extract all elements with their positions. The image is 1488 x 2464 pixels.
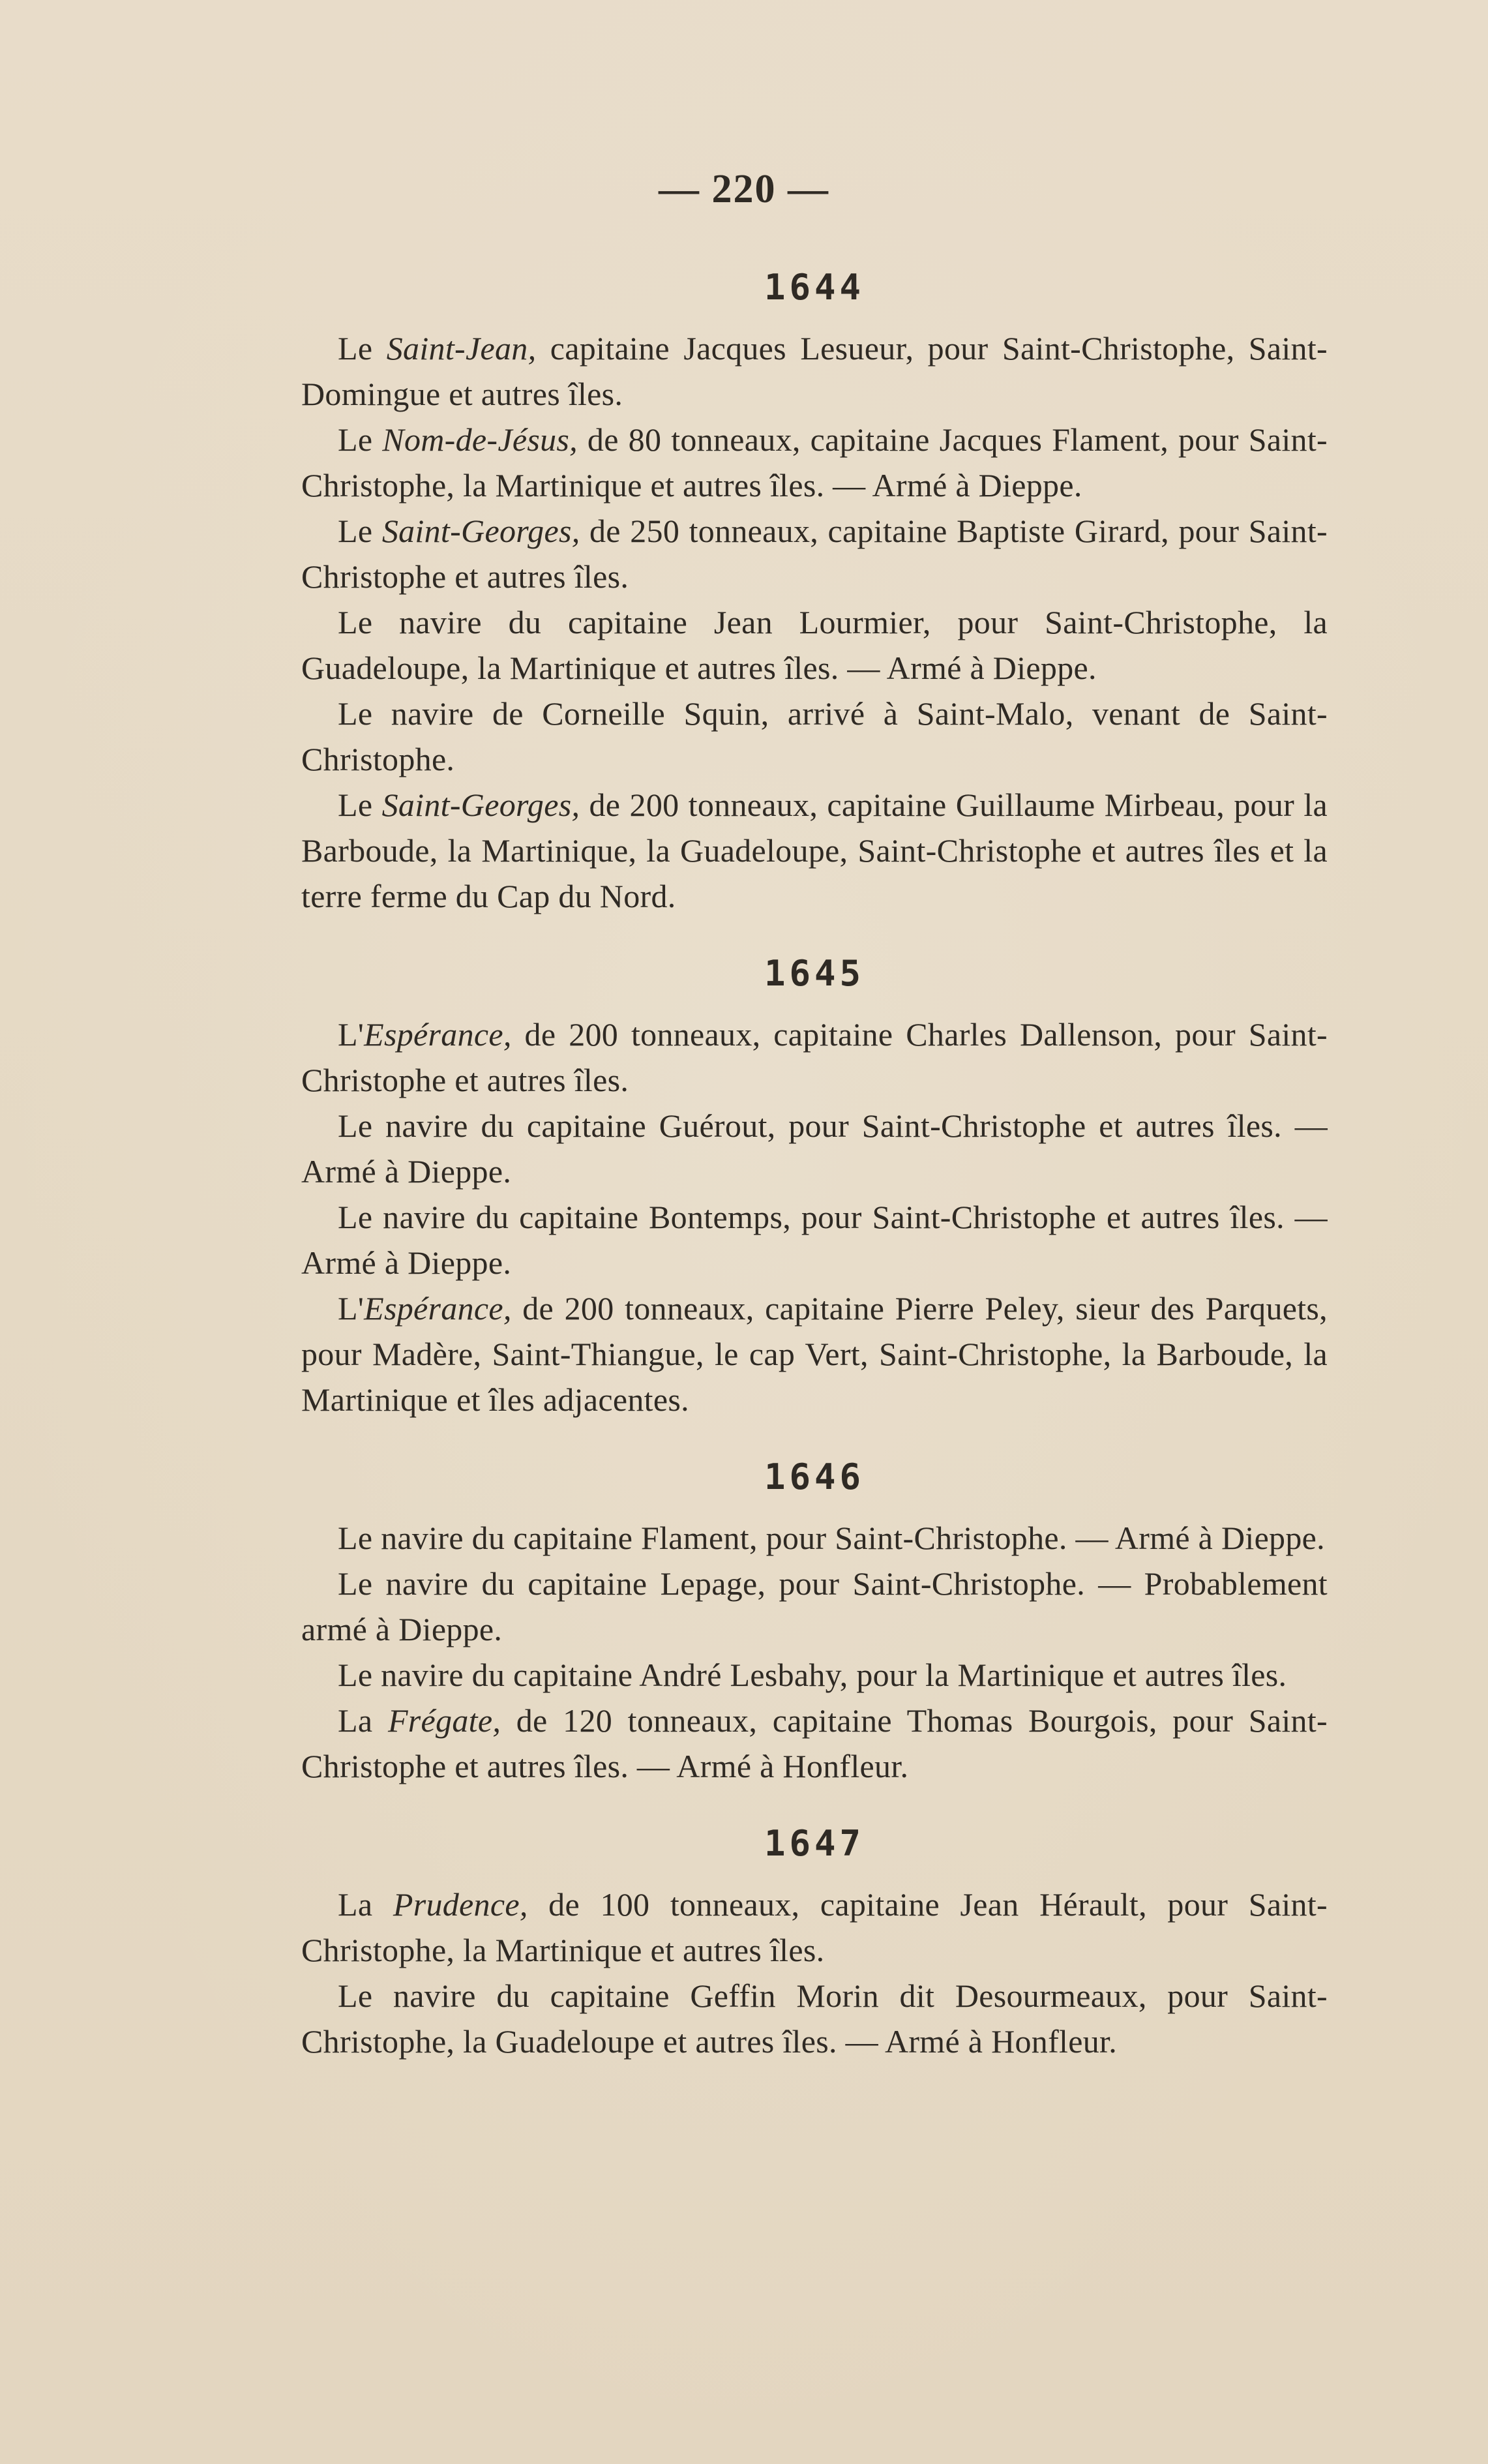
ship-entry: Le navire de Corneille Squin, arrivé à Saint-Malo, venant de Saint-Christophe. [301, 695, 1328, 777]
ship-name: Espérance, [364, 1016, 512, 1053]
ship-entry: Le navire du capitaine Guérout, pour Saint-Christophe et autres îles. — Armé à Dieppe. [301, 1107, 1328, 1190]
page-content [301, 258, 1328, 2064]
ship-name: Frégate, [387, 1702, 501, 1739]
ship-entry: Le navire du capitaine Bontemps, pour Saint-Christophe et autres îles. — Armé à Dieppe. [301, 1199, 1328, 1281]
ship-name: Saint-Jean, [386, 330, 537, 367]
ship-name: Prudence, [393, 1886, 528, 1923]
ship-name: Nom-de-Jésus, [382, 421, 578, 458]
ship-entry: L'Espérance, de 200 tonneaux, capitaine Charles Dallenson, pour Saint-Christophe et autres îles. [301, 1016, 1328, 1098]
ship-entry: Le Saint-Jean, capitaine Jacques Lesueur, pour Saint-Christophe, Saint-Domingue et autres îles. [301, 330, 1328, 412]
year-heading: 1644 [764, 267, 865, 308]
ship-entry: L'Espérance, de 200 tonneaux, capitaine Pierre Peley, sieur des Parquets, pour Madère, Saint-Thiangue, le cap Vert, Saint-Christophe, la Barboude, la Martinique et îles adjacentes. [301, 1290, 1328, 1418]
year-section-1644 [301, 258, 1328, 919]
ship-entry: Le navire du capitaine Flament, pour Saint-Christophe. — Armé à Dieppe. [338, 1520, 1325, 1556]
year-section-1646 [301, 1447, 1328, 1789]
ship-entry: La Prudence, de 100 tonneaux, capitaine Jean Hérault, pour Saint-Christophe, la Martinique et autres îles. [301, 1886, 1328, 1968]
ship-name: Saint-Georges, [381, 787, 580, 823]
ship-entry: Le navire du capitaine Jean Lourmier, pour Saint-Christophe, la Guadeloupe, la Martinique et autres îles. — Armé à Dieppe. [301, 604, 1328, 686]
year-section-1645 [301, 944, 1328, 1422]
ship-entry: Le Nom-de-Jésus, de 80 tonneaux, capitaine Jacques Flament, pour Saint-Christophe, la Martinique et autres îles. — Armé à Dieppe. [301, 421, 1328, 503]
year-heading: 1646 [764, 1456, 865, 1497]
ship-entry: Le navire du capitaine André Lesbahy, pour la Martinique et autres îles. [338, 1657, 1287, 1693]
year-heading: 1645 [764, 953, 865, 994]
ship-entry: Le Saint-Georges, de 250 tonneaux, capitaine Baptiste Girard, pour Saint-Christophe et autres îles. [301, 513, 1328, 595]
year-heading: 1647 [764, 1823, 865, 1864]
page-number: — 220 — [659, 167, 829, 211]
ship-entry: Le navire du capitaine Geffin Morin dit Desourmeaux, pour Saint-Christophe, la Guadeloupe et autres îles. — Armé à Honfleur. [301, 1977, 1328, 2060]
ship-entry: La Frégate, de 120 tonneaux, capitaine Thomas Bourgois, pour Saint-Christophe et autres îles. — Armé à Honfleur. [301, 1702, 1328, 1784]
year-section-1647 [301, 1814, 1328, 2064]
ship-name: Saint-Georges, [381, 513, 580, 549]
ship-entry: Le navire du capitaine Lepage, pour Saint-Christophe. — Probablement armé à Dieppe. [301, 1565, 1328, 1647]
ship-name: Espérance, [364, 1290, 512, 1327]
ship-entry: Le Saint-Georges, de 200 tonneaux, capitaine Guillaume Mirbeau, pour la Barboude, la Martinique, la Guadeloupe, Saint-Christophe et autres îles et la terre ferme du Cap du Nord. [301, 787, 1328, 914]
